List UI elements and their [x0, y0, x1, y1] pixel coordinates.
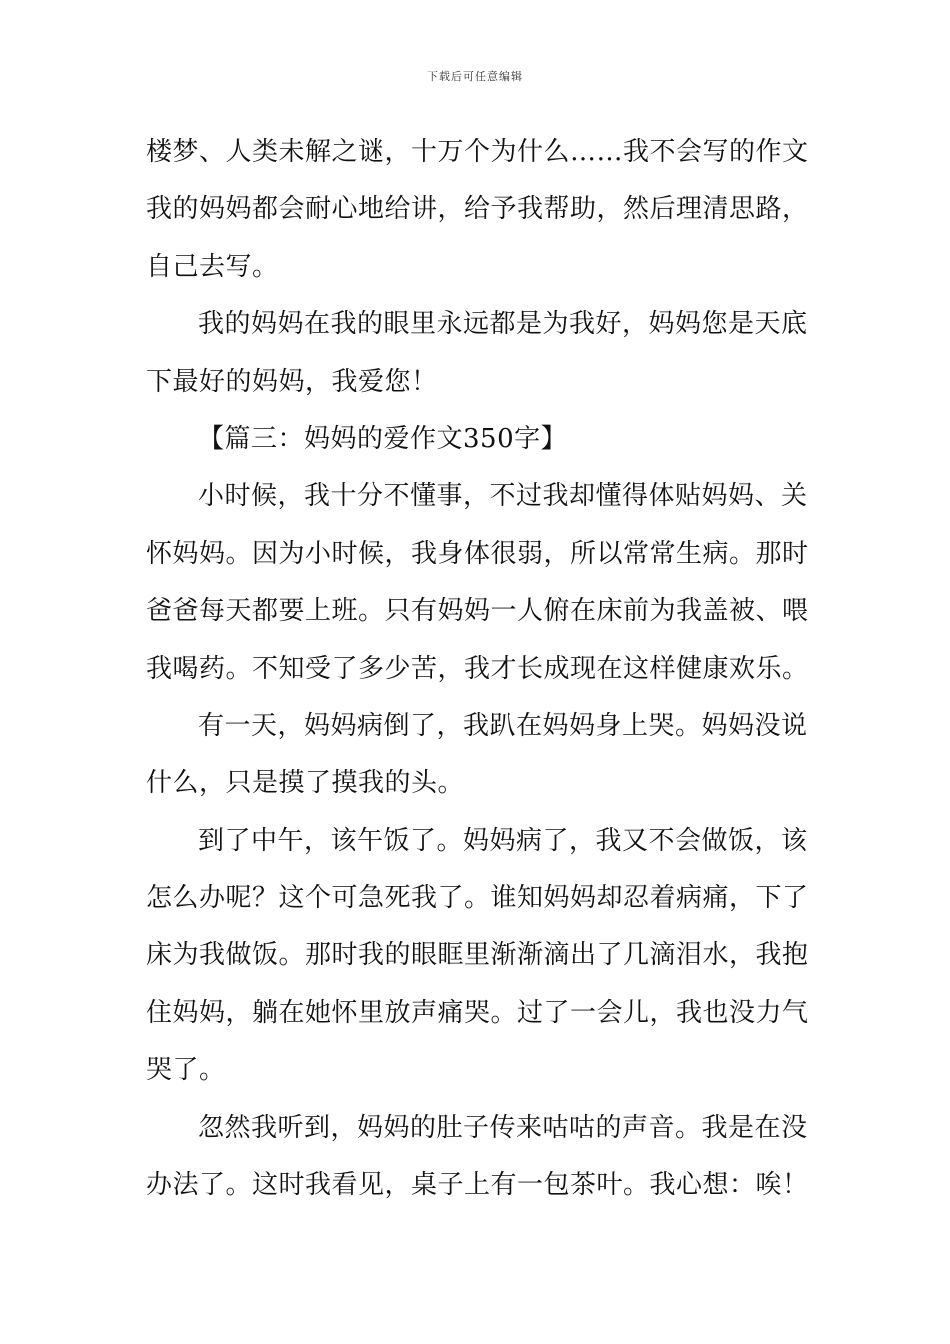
- text-line: 爸爸每天都要上班。只有妈妈一人俯在床前为我盖被、喂: [146, 596, 809, 627]
- text-line: 我喝药。不知受了多少苦，我才长成现在这样健康欢乐。: [146, 653, 809, 684]
- text-line: 哭了。: [146, 1055, 226, 1086]
- text-line: 怀妈妈。因为小时候，我身体很弱，所以常常生病。那时: [146, 538, 809, 569]
- text-line: 住妈妈，躺在她怀里放声痛哭。过了一会儿，我也没力气: [146, 997, 809, 1028]
- text-line: 怎么办呢？这个可急死我了。谁知妈妈却忍着病痛，下了: [146, 883, 809, 914]
- text-line: 下最好的妈妈，我爱您！: [146, 366, 438, 397]
- text-line: 办法了。这时我看见，桌子上有一包茶叶。我心想：唉！: [146, 1170, 809, 1201]
- text-line: 自己去写。: [146, 251, 279, 282]
- paragraph-start-line: 小时候，我十分不懂事，不过我却懂得体贴妈妈、关: [198, 481, 808, 512]
- paragraph-start-line: 有一天，妈妈病倒了，我趴在妈妈身上哭。妈妈没说: [198, 710, 808, 741]
- page-header: 下载后可任意编辑: [427, 70, 523, 83]
- section-heading: 【篇三：妈妈的爱作文350字】: [198, 423, 568, 454]
- paragraph-start-line: 忽然我听到，妈妈的肚子传来咕咕的声音。我是在没: [198, 1112, 808, 1143]
- paragraph-start-line: 我的妈妈在我的眼里永远都是为我好，妈妈您是天底: [198, 309, 808, 340]
- text-line: 什么，只是摸了摸我的头。: [146, 768, 465, 799]
- paragraph-start-line: 到了中午，该午饭了。妈妈病了，我又不会做饭，该: [198, 825, 808, 856]
- text-line: 床为我做饭。那时我的眼眶里渐渐滴出了几滴泪水，我抱: [146, 940, 809, 971]
- text-line: 我的妈妈都会耐心地给讲，给予我帮助，然后理清思路，: [146, 194, 809, 225]
- document-body: [146, 124, 808, 1214]
- text-line: 楼梦、人类未解之谜，十万个为什么……我不会写的作文: [146, 137, 809, 167]
